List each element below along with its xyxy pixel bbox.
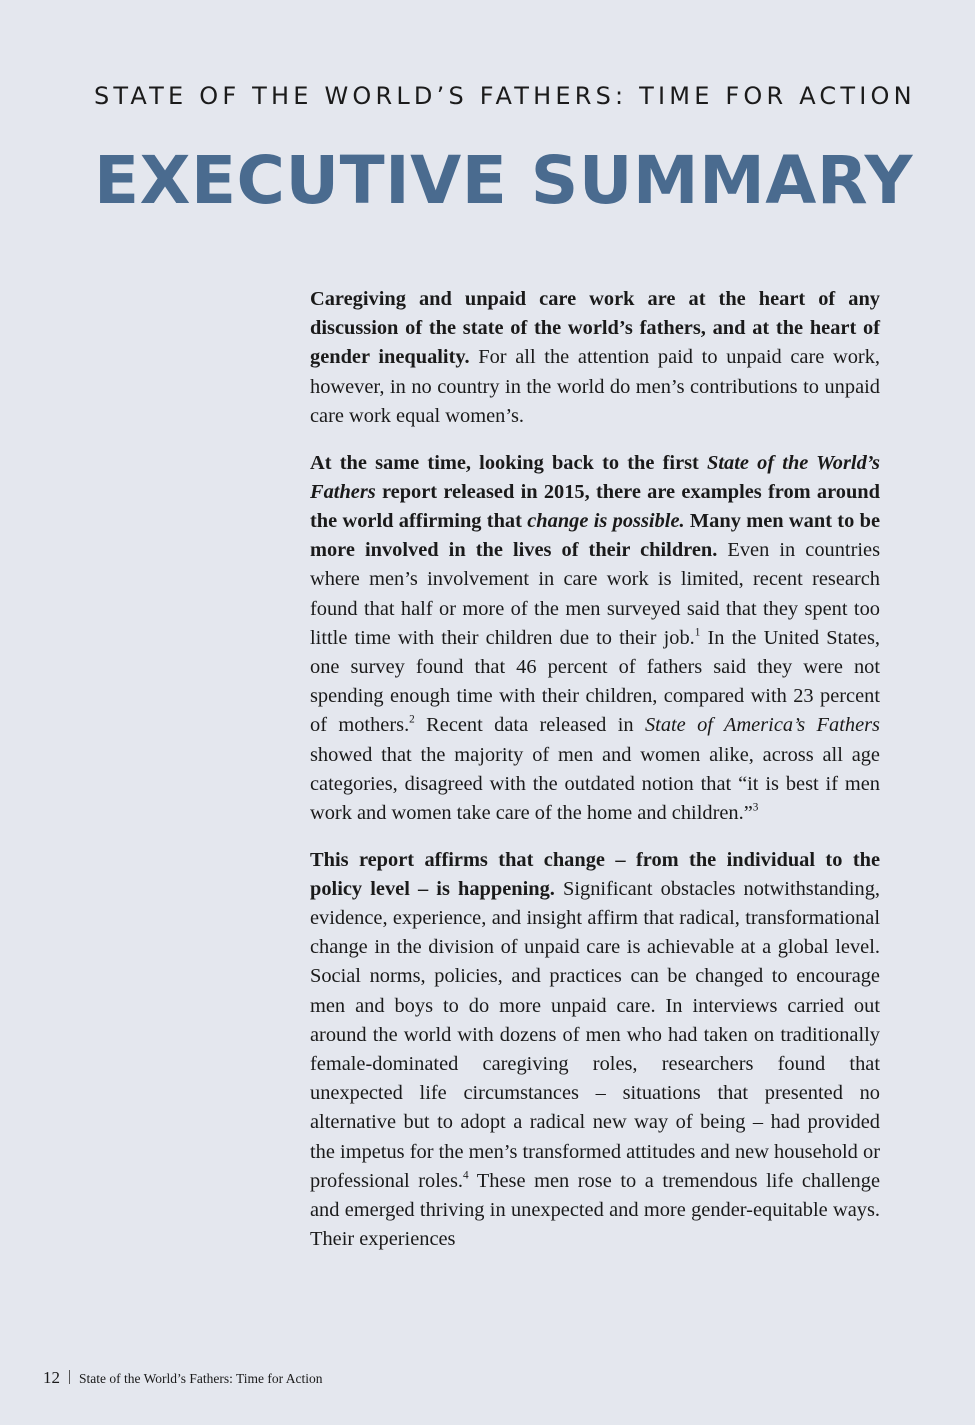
paragraph-3-lead: This report affirms that change – from the individual to the policy level – is happening. [310, 848, 880, 900]
footnote-3: 3 [752, 801, 759, 814]
body-column [310, 285, 880, 1272]
footer-divider [69, 1370, 70, 1384]
paragraph-3-text-a: Significant obstacles notwithstanding, evidence, experience, and insight affirm that radical, transformational change in the division of unpaid care is achievable at a global level. Social norms, policies, and practices can be changed to encourage men and boys to do more unpaid care. In interviews carried out around the world with dozens of men who had taken on traditionally female-dominated caregiving roles, researchers found that unexpected life circumstances – situations that presented no alternative but to adopt a radical new way of being – had provided the impetus for the men’s transformed attitudes and new household or professional roles. [310, 877, 880, 1192]
page-footer [43, 1368, 323, 1388]
paragraph-3 [310, 846, 880, 1255]
footnote-4: 4 [462, 1169, 469, 1182]
paragraph-3-text-b: These men rose to a tremendous life challenge and emerged thriving in unexpected and more gender-equitable ways. Their experiences [310, 1169, 880, 1251]
paragraph-2-lead-a: At the same time, looking back to the first [310, 451, 708, 474]
page-title: EXECUTIVE SUMMARY [94, 142, 913, 219]
page-number: 12 [43, 1368, 60, 1387]
paragraph-2-text-e: showed that the majority of men and women alike, across all age categories, disagreed with the outdated notion that “it is best if men work and women take care of the home and children.” [310, 743, 880, 824]
footer-title: State of the World’s Fathers: Time for Action [79, 1371, 323, 1386]
paragraph-1-text: For all the attention paid to unpaid care work, however, in no country in the world do men’s contributions to unpaid care work equal women’s. [310, 346, 880, 427]
america-fathers-italic: State of America’s Fathers [644, 714, 880, 737]
paragraph-2 [310, 449, 880, 829]
paragraph-2-lead-c: report released in 2015, there are examples from around the world affirming that [310, 480, 880, 532]
paragraph-2-lead-e: Many men want to be more involved in the lives of their children. [310, 509, 881, 562]
paragraph-1 [310, 285, 880, 431]
paragraph-2-text-b: In the United States, one survey found that 46 percent of fathers said they were not spending enough time with their children, compared with 23 percent of mothers. [310, 626, 880, 737]
report-kicker: STATE OF THE WORLD’S FATHERS: TIME FOR ACTION [94, 82, 916, 110]
paragraph-2-text-a: Even in countries where men’s involvement in care work is limited, recent research found that half or more of the men surveyed said that they spent too little time with their children due to their job. [310, 539, 881, 649]
footnote-2: 2 [409, 713, 415, 726]
paragraph-1-lead: Caregiving and unpaid care work are at the heart of any discussion of the state of the world’s fathers, and at the heart of gender inequality. [310, 288, 880, 369]
paragraph-2-text-c: Recent data released in [414, 714, 645, 737]
footnote-1: 1 [694, 626, 701, 639]
change-is-possible-italic: change is possible. [527, 509, 685, 532]
report-title-italic: State of the World’s Fathers [310, 451, 880, 503]
